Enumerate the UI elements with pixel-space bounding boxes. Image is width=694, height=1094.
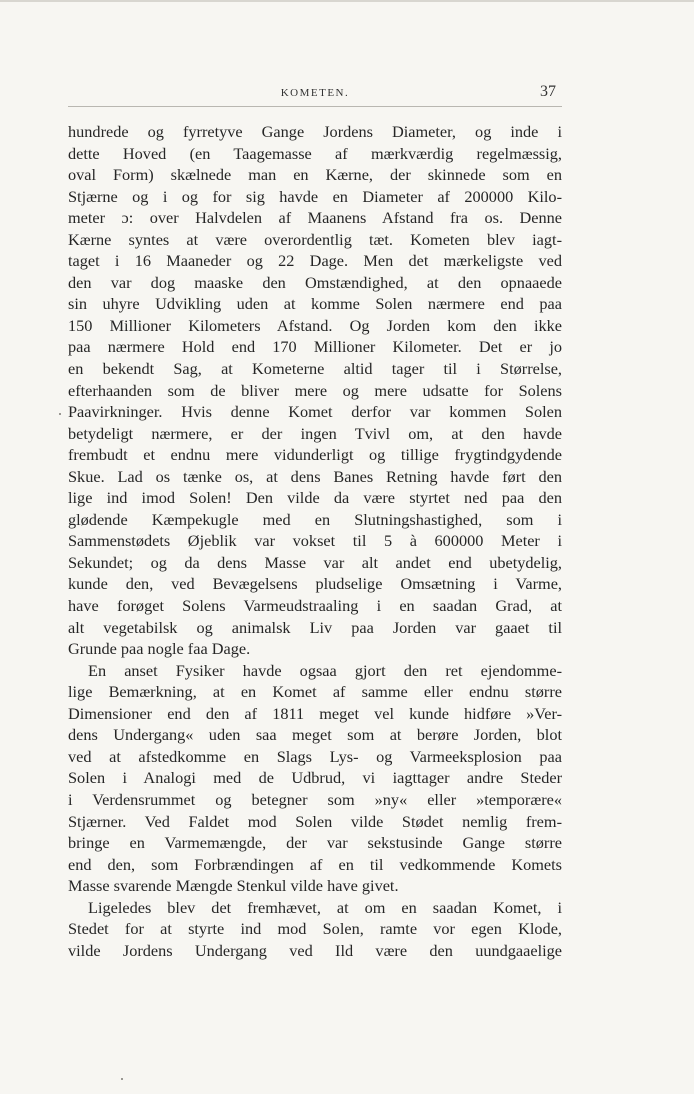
text-line: oval Form) skælnede man en Kærne, der skinnede som en [68,165,562,185]
text-line: Stedet for at styrte ind mod Solen, ramte vor egen Klode, [68,919,562,939]
text-line: i Verdensrummet og betegner som »ny« eller »temporære« [68,789,562,809]
text-line: glødende Kæmpekugle med en Slutningshastighed, som i [68,509,562,529]
text-line: end den, som Forbrændingen af en til vedkommende Komets [68,854,562,874]
text-line: betydeligt nærmere, er der ingen Tvivl om, at den havde [68,423,562,443]
text-line: Dimensioner end den af 1811 meget vel kunde hidføre »Ver- [68,703,562,723]
scan-speck [59,413,61,415]
page-top-edge [0,0,694,2]
text-line: Paavirkninger. Hvis denne Komet derfor var kommen Solen [68,402,562,422]
text-line: vilde Jordens Undergang ved Ild være den uundgaaelige [68,940,562,960]
text-line: en bekendt Sag, at Kometerne altid tager til i Størrelse, [68,359,562,379]
text-line: dens Undergang« uden saa meget som at berøre Jorden, blot [68,725,562,745]
text-line: sin uhyre Udvikling uden at komme Solen nærmere end paa [68,294,562,314]
text-line: Stjærner. Ved Faldet mod Solen vilde Stødet nemlig frem- [68,811,562,831]
text-line: Kærne syntes at være overordentlig tæt. Kometen blev iagt- [68,229,562,249]
text-line: frembudt et endnu mere vidunderligt og tillige frygtindgydende [68,445,562,465]
text-line: 150 Millioner Kilometers Afstand. Og Jorden kom den ikke [68,315,562,335]
text-line: meter ɔ: over Halvdelen af Maanens Afstand fra os. Denne [68,208,562,228]
text-line: dette Hoved (en Taagemasse af mærkværdig regelmæssig, [68,143,562,163]
page-header [68,83,562,109]
body-text [68,121,562,961]
text-line: ved at afstedkomme en Slags Lys- og Varmeeksplosion paa [68,746,562,766]
text-line: alt vegetabilsk og animalsk Liv paa Jorden var gaaet til [68,617,562,637]
running-title: KOMETEN. [280,87,350,99]
text-line: En anset Fysiker havde ogsaa gjort den ret ejendomme- [88,660,562,680]
text-line: lige Bemærkning, at en Komet af samme eller endnu større [68,682,562,702]
text-line: Skue. Lad os tænke os, at dens Banes Retning havde ført den [68,466,562,486]
text-line: taget i 16 Maaneder og 22 Dage. Men det mærkeligste ved [68,251,562,271]
text-line: bringe en Varmemængde, der var sekstusinde Gange større [68,833,562,853]
text-line: paa nærmere Hold end 170 Millioner Kilometer. Det er jo [68,337,562,357]
text-line: lige ind imod Solen! Den vilde da være styrtet ned paa den [68,488,562,508]
scan-speck [121,1078,123,1080]
text-line: Solen i Analogi med de Udbrud, vi iagttager andre Steder [68,768,562,788]
text-line: Sekundet; og da dens Masse var alt andet end ubetydelig, [68,552,562,572]
text-line: Ligeledes blev det fremhævet, at om en saadan Komet, i [88,897,562,917]
text-line: Sammenstødets Øjeblik var vokset til 5 à 600000 Meter i [68,531,562,551]
text-line: Grunde paa nogle faa Dage. [68,639,251,659]
text-line: den var dog maaske den Omstændighed, at den opnaaede [68,272,562,292]
page-number: 37 [540,83,556,100]
text-line: hundrede og fyrretyve Gange Jordens Diameter, og inde i [68,122,562,141]
text-line: have forøget Solens Varmeudstraaling i en saadan Grad, at [68,596,562,616]
text-line: efterhaanden som de bliver mere og mere udsatte for Solens [68,380,562,400]
text-line: kunde den, ved Bevægelsens pludselige Omsætning i Varme, [68,574,562,594]
header-rule [68,106,562,107]
text-line: Stjærne og i og for sig havde en Diameter af 200000 Kilo- [68,186,562,206]
text-line: Masse svarende Mængde Stenkul vilde have givet. [68,876,399,896]
